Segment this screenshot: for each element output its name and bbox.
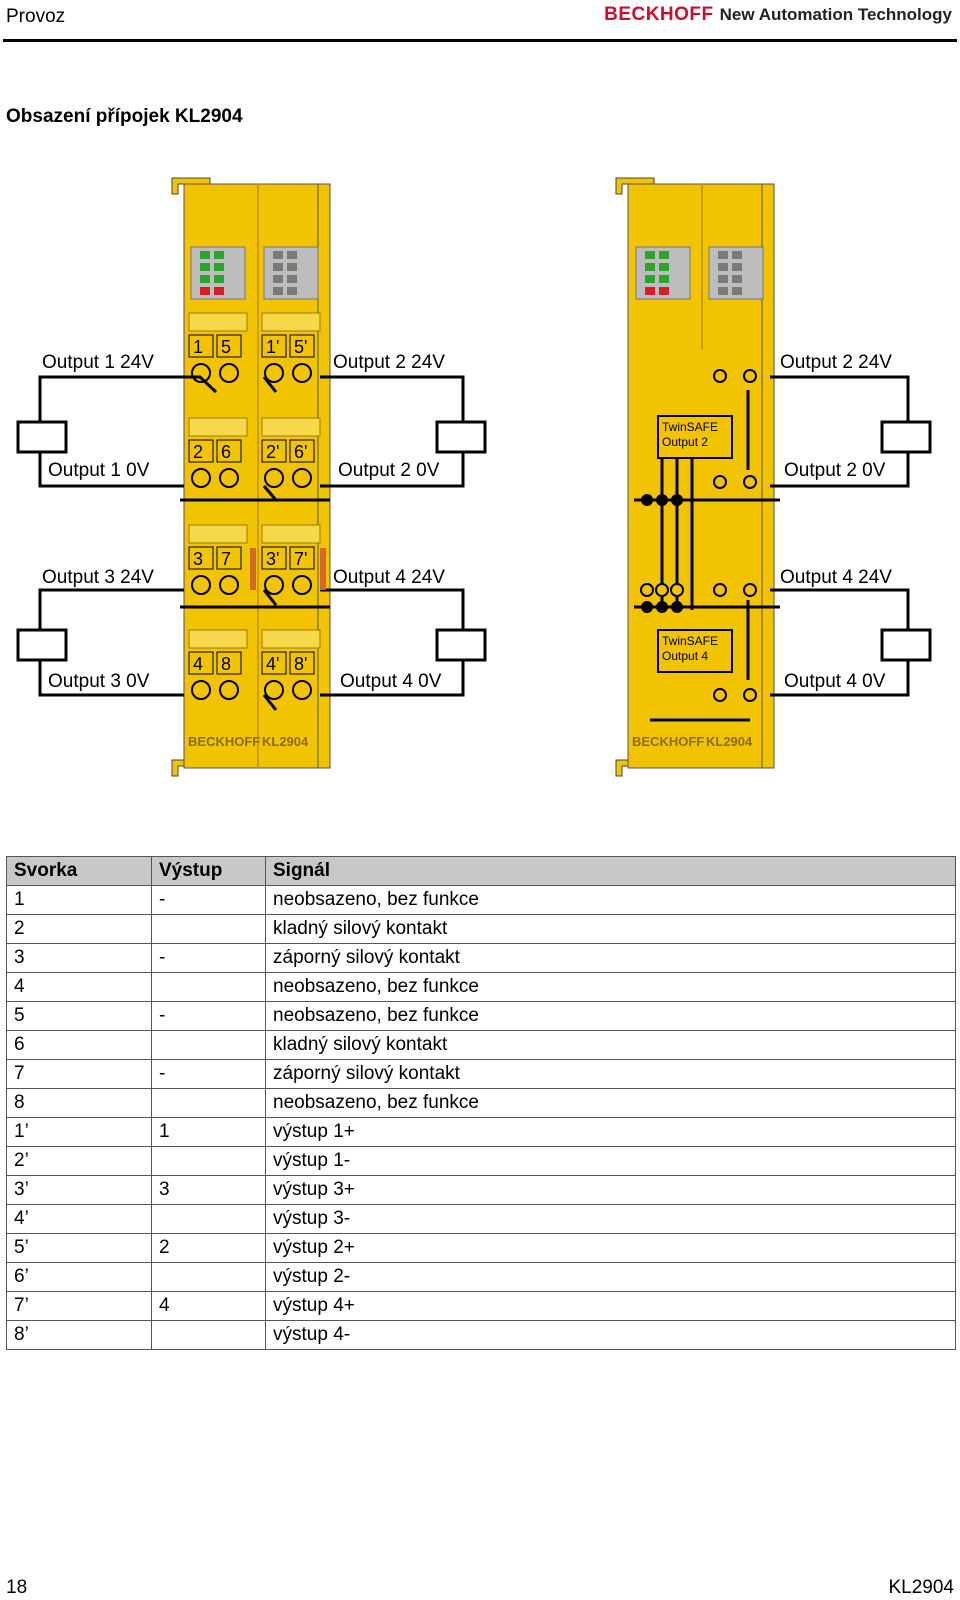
table-row <box>7 1234 956 1263</box>
cell-signal: kladný silový kontakt <box>266 1031 956 1060</box>
cell-signal: neobsazeno, bez funkce <box>266 973 956 1002</box>
cell-svorka: 6’ <box>7 1263 152 1292</box>
terminal-contact <box>192 469 210 487</box>
table-header-row <box>7 857 956 886</box>
brand-name: BECKHOFF <box>604 4 714 25</box>
status-led <box>732 275 742 283</box>
terminal-contact <box>220 469 238 487</box>
table-row <box>7 1089 956 1118</box>
terminal-contact <box>220 681 238 699</box>
cell-signal: výstup 4- <box>266 1321 956 1350</box>
cell-svorka: 7 <box>7 1060 152 1089</box>
cell-svorka: 4 <box>7 973 152 1002</box>
twinsafe-bottom-output: Output 4 <box>662 649 709 663</box>
status-led <box>659 263 669 271</box>
terminal-contact <box>293 576 311 594</box>
cell-signal: výstup 2+ <box>266 1234 956 1263</box>
module-brand-left: BECKHOFF <box>188 734 261 749</box>
cell-svorka: 2’ <box>7 1147 152 1176</box>
status-led <box>200 263 210 271</box>
status-led <box>287 287 297 295</box>
table-row <box>7 1321 956 1350</box>
table-row <box>7 973 956 1002</box>
terminal-number: 7' <box>294 549 308 569</box>
right-output-label-2-0v: Output 2 0V <box>784 460 886 481</box>
status-led <box>732 287 742 295</box>
status-led <box>718 263 728 271</box>
cell-svorka: 1’ <box>7 1118 152 1147</box>
terminal-number: 8' <box>294 654 308 674</box>
terminal-contact <box>265 681 283 699</box>
twinsafe-top-title: TwinSAFE <box>662 420 719 434</box>
cell-vystup <box>152 1321 266 1350</box>
wiring-diagram <box>0 170 960 790</box>
module-model-right: KL2904 <box>706 734 753 749</box>
cell-vystup <box>152 1089 266 1118</box>
status-led <box>645 275 655 283</box>
cell-signal: výstup 1+ <box>266 1118 956 1147</box>
footer-doc-name: KL2904 <box>888 1577 954 1598</box>
output-label-3-24v: Output 3 24V <box>42 567 154 588</box>
terminal-contact <box>192 681 210 699</box>
cell-svorka: 3 <box>7 944 152 973</box>
cell-svorka: 5’ <box>7 1234 152 1263</box>
terminal-contact <box>293 364 311 382</box>
module-brand-right: BECKHOFF <box>632 734 705 749</box>
right-output-label-2-24v: Output 2 24V <box>780 352 892 373</box>
terminal-left <box>172 178 330 776</box>
cell-signal: výstup 2- <box>266 1263 956 1292</box>
terminal-number: 3 <box>193 549 204 569</box>
cell-svorka: 5 <box>7 1002 152 1031</box>
status-led <box>273 287 283 295</box>
cell-vystup: - <box>152 1002 266 1031</box>
output-label-4-0v: Output 4 0V <box>340 671 442 692</box>
cell-svorka: 4’ <box>7 1205 152 1234</box>
terminal-number: 8 <box>221 654 232 674</box>
cell-vystup: - <box>152 944 266 973</box>
status-led <box>718 287 728 295</box>
terminal-contact <box>220 576 238 594</box>
status-led <box>718 275 728 283</box>
terminal-contact <box>265 469 283 487</box>
cell-vystup: 3 <box>152 1176 266 1205</box>
cell-signal: záporný silový kontakt <box>266 944 956 973</box>
page-title: Obsazení přípojek KL2904 <box>6 106 243 127</box>
status-led <box>659 275 669 283</box>
table-row <box>7 1176 956 1205</box>
table-row <box>7 886 956 915</box>
cell-vystup: 1 <box>152 1118 266 1147</box>
status-led <box>214 263 224 271</box>
terminal-number: 5' <box>294 337 308 357</box>
pin-assignment-table <box>6 856 956 1350</box>
header-svorka: Svorka <box>7 857 152 886</box>
output-label-3-0v: Output 3 0V <box>48 671 150 692</box>
terminal-number: 5 <box>221 337 232 357</box>
table-row <box>7 1002 956 1031</box>
cell-vystup <box>152 973 266 1002</box>
table-row <box>7 1205 956 1234</box>
terminal-contact <box>293 469 311 487</box>
terminal-number: 6' <box>294 442 308 462</box>
cell-vystup <box>152 1263 266 1292</box>
status-led <box>214 251 224 259</box>
status-led <box>659 251 669 259</box>
table-row <box>7 1147 956 1176</box>
cell-svorka: 8 <box>7 1089 152 1118</box>
cell-svorka: 1 <box>7 886 152 915</box>
cell-signal: záporný silový kontakt <box>266 1060 956 1089</box>
terminal-number: 2' <box>266 442 280 462</box>
table-row <box>7 944 956 973</box>
status-led <box>659 287 669 295</box>
cell-vystup: - <box>152 886 266 915</box>
cell-vystup: - <box>152 1060 266 1089</box>
cell-vystup: 4 <box>152 1292 266 1321</box>
status-led <box>273 251 283 259</box>
status-led <box>273 275 283 283</box>
status-led <box>718 251 728 259</box>
table-row <box>7 915 956 944</box>
cell-vystup: 2 <box>152 1234 266 1263</box>
status-led <box>214 275 224 283</box>
terminal-number: 1 <box>193 337 204 357</box>
brand-tagline: New Automation Technology <box>719 5 952 24</box>
cell-signal: výstup 3- <box>266 1205 956 1234</box>
page-number: 18 <box>6 1577 28 1598</box>
terminal-number: 1' <box>266 337 280 357</box>
table-row <box>7 1118 956 1147</box>
output-label-4-24v: Output 4 24V <box>333 567 445 588</box>
output-label-1-24v: Output 1 24V <box>42 352 154 373</box>
module-model-left: KL2904 <box>262 734 309 749</box>
status-led <box>200 251 210 259</box>
cell-signal: neobsazeno, bez funkce <box>266 886 956 915</box>
right-output-label-4-0v: Output 4 0V <box>784 671 886 692</box>
table-row <box>7 1292 956 1321</box>
status-led <box>732 263 742 271</box>
status-led <box>200 275 210 283</box>
status-led <box>645 251 655 259</box>
cell-signal: neobsazeno, bez funkce <box>266 1089 956 1118</box>
terminal-contact <box>265 576 283 594</box>
table-row <box>7 1031 956 1060</box>
status-led <box>645 287 655 295</box>
cell-vystup <box>152 1147 266 1176</box>
output-label-2-0v: Output 2 0V <box>338 460 440 481</box>
cell-signal: výstup 1- <box>266 1147 956 1176</box>
twinsafe-bottom-title: TwinSAFE <box>662 634 719 648</box>
output-label-1-0v: Output 1 0V <box>48 460 150 481</box>
header-vystup: Výstup <box>152 857 266 886</box>
cell-signal: výstup 4+ <box>266 1292 956 1321</box>
header-rule <box>3 39 957 42</box>
terminal-contact <box>220 364 238 382</box>
cell-signal: kladný silový kontakt <box>266 915 956 944</box>
cell-svorka: 2 <box>7 915 152 944</box>
status-led <box>287 251 297 259</box>
terminal-number: 6 <box>221 442 232 462</box>
table-row <box>7 1263 956 1292</box>
terminal-number: 4' <box>266 654 280 674</box>
terminal-number: 2 <box>193 442 204 462</box>
right-output-label-4-24v: Output 4 24V <box>780 567 892 588</box>
brand-logo <box>604 4 952 26</box>
cell-vystup <box>152 915 266 944</box>
status-led <box>645 263 655 271</box>
cell-vystup <box>152 1031 266 1060</box>
terminal-number: 7 <box>221 549 232 569</box>
table-row <box>7 1060 956 1089</box>
terminal-contact <box>192 576 210 594</box>
cell-svorka: 3’ <box>7 1176 152 1205</box>
status-led <box>287 275 297 283</box>
cell-svorka: 7’ <box>7 1292 152 1321</box>
terminal-contact <box>293 681 311 699</box>
output-label-2-24v: Output 2 24V <box>333 352 445 373</box>
status-led <box>214 287 224 295</box>
cell-vystup <box>152 1205 266 1234</box>
cell-svorka: 6 <box>7 1031 152 1060</box>
status-led <box>287 263 297 271</box>
cell-signal: výstup 3+ <box>266 1176 956 1205</box>
cell-svorka: 8’ <box>7 1321 152 1350</box>
status-led <box>732 251 742 259</box>
twinsafe-top-output: Output 2 <box>662 435 709 449</box>
status-led <box>273 263 283 271</box>
header-section: Provoz <box>6 6 66 27</box>
status-led <box>200 287 210 295</box>
header-signal: Signál <box>266 857 956 886</box>
terminal-number: 4 <box>193 654 204 674</box>
cell-signal: neobsazeno, bez funkce <box>266 1002 956 1031</box>
terminal-number: 3' <box>266 549 280 569</box>
